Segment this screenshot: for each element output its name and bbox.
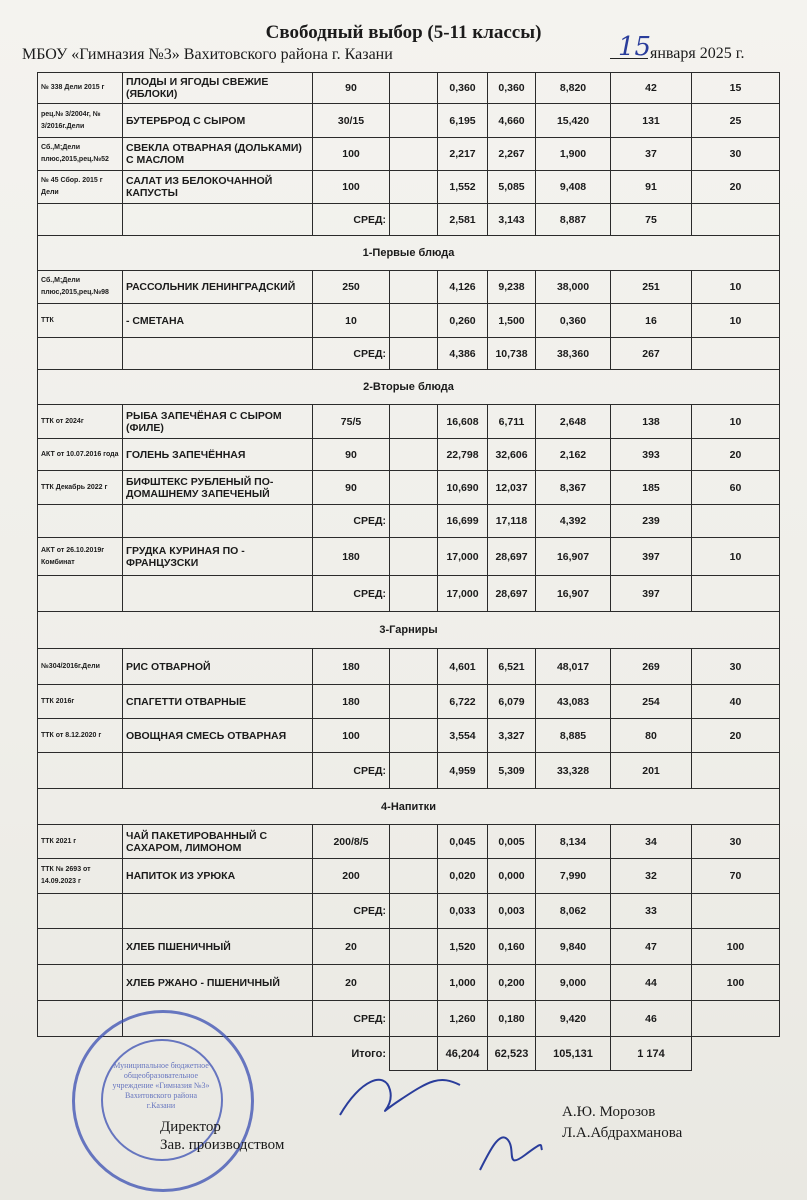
fat-value: 5,085 bbox=[488, 171, 536, 204]
protein-value: 4,601 bbox=[438, 649, 488, 685]
portion-size: 180 bbox=[313, 685, 390, 719]
protein-value: 0,360 bbox=[438, 73, 488, 104]
energy-value: 131 bbox=[611, 104, 692, 138]
protein-value: 17,000 bbox=[438, 538, 488, 576]
last-column-value: 20 bbox=[692, 171, 780, 204]
average-row bbox=[38, 576, 780, 612]
dish-name: ПЛОДЫ И ЯГОДЫ СВЕЖИЕ (ЯБЛОКИ) bbox=[123, 73, 313, 104]
fat-value: 6,711 bbox=[488, 405, 536, 439]
menu-item-row bbox=[38, 73, 780, 104]
dish-name: ОВОЩНАЯ СМЕСЬ ОТВАРНАЯ bbox=[123, 719, 313, 753]
fat-value: 2,267 bbox=[488, 138, 536, 171]
section-header-row bbox=[38, 370, 780, 405]
production-title: Зав. производством bbox=[160, 1137, 285, 1153]
empty-cell bbox=[692, 1037, 780, 1071]
empty-cell bbox=[38, 338, 123, 370]
menu-item-row bbox=[38, 271, 780, 304]
average-label: СРЕД: bbox=[313, 894, 390, 929]
empty-cell bbox=[390, 73, 438, 104]
avg-fat: 0,003 bbox=[488, 894, 536, 929]
avg-energy: 33 bbox=[611, 894, 692, 929]
empty-cell bbox=[390, 1001, 438, 1037]
carb-value: 0,360 bbox=[536, 304, 611, 338]
total-label: Итого: bbox=[38, 1037, 390, 1071]
fat-value: 6,521 bbox=[488, 649, 536, 685]
portion-size: 20 bbox=[313, 929, 390, 965]
empty-cell bbox=[38, 576, 123, 612]
last-column-value: 30 bbox=[692, 649, 780, 685]
official-stamp bbox=[72, 1010, 254, 1192]
avg-energy: 201 bbox=[611, 753, 692, 789]
empty-cell bbox=[390, 505, 438, 538]
dish-name: ЧАЙ ПАКЕТИРОВАННЫЙ С САХАРОМ, ЛИМОНОМ bbox=[123, 825, 313, 859]
fat-value: 6,079 bbox=[488, 685, 536, 719]
last-column-value: 20 bbox=[692, 439, 780, 471]
recipe-reference: ТТК от 8.12.2020 г bbox=[38, 719, 123, 753]
signature-titles bbox=[160, 1118, 284, 1154]
energy-value: 397 bbox=[611, 538, 692, 576]
avg-fat: 0,180 bbox=[488, 1001, 536, 1037]
energy-value: 393 bbox=[611, 439, 692, 471]
last-column-value: 70 bbox=[692, 859, 780, 894]
dish-name: - СМЕТАНА bbox=[123, 304, 313, 338]
recipe-reference: ТТК Декабрь 2022 г bbox=[38, 471, 123, 505]
protein-value: 1,520 bbox=[438, 929, 488, 965]
empty-cell bbox=[390, 104, 438, 138]
last-column-value: 20 bbox=[692, 719, 780, 753]
energy-value: 47 bbox=[611, 929, 692, 965]
section-title: 1-Первые блюда bbox=[38, 236, 780, 271]
menu-item-row bbox=[38, 439, 780, 471]
empty-cell bbox=[390, 929, 438, 965]
empty-cell bbox=[123, 204, 313, 236]
carb-value: 8,367 bbox=[536, 471, 611, 505]
empty-cell bbox=[692, 338, 780, 370]
recipe-reference: № 45 Сбор. 2015 г Дели bbox=[38, 171, 123, 204]
last-column-value: 25 bbox=[692, 104, 780, 138]
last-column-value: 10 bbox=[692, 304, 780, 338]
menu-item-row bbox=[38, 965, 780, 1001]
empty-cell bbox=[123, 753, 313, 789]
energy-value: 37 bbox=[611, 138, 692, 171]
total-fat: 62,523 bbox=[488, 1037, 536, 1071]
fat-value: 0,360 bbox=[488, 73, 536, 104]
dish-name: РИС ОТВАРНОЙ bbox=[123, 649, 313, 685]
protein-value: 22,798 bbox=[438, 439, 488, 471]
dish-name: РЫБА ЗАПЕЧЁНАЯ С СЫРОМ (ФИЛЕ) bbox=[123, 405, 313, 439]
average-label: СРЕД: bbox=[313, 505, 390, 538]
empty-cell bbox=[692, 505, 780, 538]
carb-value: 8,820 bbox=[536, 73, 611, 104]
average-row bbox=[38, 505, 780, 538]
avg-carb: 8,887 bbox=[536, 204, 611, 236]
avg-protein: 0,033 bbox=[438, 894, 488, 929]
empty-cell bbox=[38, 753, 123, 789]
portion-size: 200/8/5 bbox=[313, 825, 390, 859]
portion-size: 180 bbox=[313, 538, 390, 576]
last-column-value: 100 bbox=[692, 929, 780, 965]
menu-item-row bbox=[38, 104, 780, 138]
protein-value: 1,000 bbox=[438, 965, 488, 1001]
fat-value: 32,606 bbox=[488, 439, 536, 471]
carb-value: 15,420 bbox=[536, 104, 611, 138]
empty-cell bbox=[390, 965, 438, 1001]
empty-cell bbox=[692, 894, 780, 929]
average-label: СРЕД: bbox=[313, 1001, 390, 1037]
fat-value: 0,005 bbox=[488, 825, 536, 859]
fat-value: 28,697 bbox=[488, 538, 536, 576]
carb-value: 1,900 bbox=[536, 138, 611, 171]
menu-item-row bbox=[38, 471, 780, 505]
recipe-reference: ТТК от 2024г bbox=[38, 405, 123, 439]
last-column-value: 100 bbox=[692, 965, 780, 1001]
document-date bbox=[610, 32, 800, 64]
avg-protein: 17,000 bbox=[438, 576, 488, 612]
fat-value: 9,238 bbox=[488, 271, 536, 304]
avg-carb: 9,420 bbox=[536, 1001, 611, 1037]
page-title: Свободный выбор (5-11 классы) bbox=[265, 22, 542, 43]
portion-size: 100 bbox=[313, 171, 390, 204]
avg-carb: 16,907 bbox=[536, 576, 611, 612]
signature-names bbox=[562, 1102, 682, 1144]
recipe-reference: рец.№ 3/2004г, № 3/2016г.Дели bbox=[38, 104, 123, 138]
dish-name: ГОЛЕНЬ ЗАПЕЧЁННАЯ bbox=[123, 439, 313, 471]
empty-cell bbox=[123, 505, 313, 538]
carb-value: 8,134 bbox=[536, 825, 611, 859]
fat-value: 0,160 bbox=[488, 929, 536, 965]
energy-value: 34 bbox=[611, 825, 692, 859]
portion-size: 90 bbox=[313, 471, 390, 505]
avg-fat: 28,697 bbox=[488, 576, 536, 612]
recipe-reference: ТТК 2016г bbox=[38, 685, 123, 719]
carb-value: 48,017 bbox=[536, 649, 611, 685]
menu-item-row bbox=[38, 538, 780, 576]
production-signature-icon bbox=[470, 1120, 550, 1180]
portion-size: 10 bbox=[313, 304, 390, 338]
protein-value: 6,722 bbox=[438, 685, 488, 719]
last-column-value: 15 bbox=[692, 73, 780, 104]
director-signature-icon bbox=[330, 1060, 470, 1130]
avg-energy: 239 bbox=[611, 505, 692, 538]
avg-fat: 10,738 bbox=[488, 338, 536, 370]
avg-protein: 2,581 bbox=[438, 204, 488, 236]
total-protein: 46,204 bbox=[438, 1037, 488, 1071]
avg-fat: 17,118 bbox=[488, 505, 536, 538]
empty-cell bbox=[38, 894, 123, 929]
carb-value: 43,083 bbox=[536, 685, 611, 719]
avg-carb: 8,062 bbox=[536, 894, 611, 929]
protein-value: 10,690 bbox=[438, 471, 488, 505]
carb-value: 2,162 bbox=[536, 439, 611, 471]
section-header-row bbox=[38, 789, 780, 825]
average-label: СРЕД: bbox=[313, 204, 390, 236]
menu-table bbox=[37, 72, 780, 1071]
section-title: 3-Гарниры bbox=[38, 612, 780, 649]
empty-cell bbox=[390, 753, 438, 789]
empty-cell bbox=[390, 538, 438, 576]
dish-name: ХЛЕБ ПШЕНИЧНЫЙ bbox=[123, 929, 313, 965]
empty-cell bbox=[38, 204, 123, 236]
portion-size: 250 bbox=[313, 271, 390, 304]
avg-carb: 38,360 bbox=[536, 338, 611, 370]
last-column-value: 30 bbox=[692, 138, 780, 171]
dish-name: ГРУДКА КУРИНАЯ ПО - ФРАНЦУЗСКИ bbox=[123, 538, 313, 576]
last-column-value: 60 bbox=[692, 471, 780, 505]
fat-value: 3,327 bbox=[488, 719, 536, 753]
fat-value: 4,660 bbox=[488, 104, 536, 138]
section-header-row bbox=[38, 612, 780, 649]
fat-value: 0,200 bbox=[488, 965, 536, 1001]
recipe-reference: Сб.,М;Дели плюс,2015,рец.№52 bbox=[38, 138, 123, 171]
menu-item-row bbox=[38, 138, 780, 171]
section-title: 2-Вторые блюда bbox=[38, 370, 780, 405]
last-column-value: 40 bbox=[692, 685, 780, 719]
energy-value: 32 bbox=[611, 859, 692, 894]
dish-name: БУТЕРБРОД С СЫРОМ bbox=[123, 104, 313, 138]
last-column-value: 10 bbox=[692, 271, 780, 304]
fat-value: 0,000 bbox=[488, 859, 536, 894]
recipe-reference: ТТК 2021 г bbox=[38, 825, 123, 859]
energy-value: 185 bbox=[611, 471, 692, 505]
last-column-value: 10 bbox=[692, 538, 780, 576]
empty-cell bbox=[123, 894, 313, 929]
energy-value: 138 bbox=[611, 405, 692, 439]
empty-cell bbox=[390, 405, 438, 439]
energy-value: 80 bbox=[611, 719, 692, 753]
recipe-reference: №304/2016г.Дели bbox=[38, 649, 123, 685]
menu-item-row bbox=[38, 405, 780, 439]
portion-size: 30/15 bbox=[313, 104, 390, 138]
avg-carb: 4,392 bbox=[536, 505, 611, 538]
empty-cell bbox=[390, 894, 438, 929]
carb-value: 2,648 bbox=[536, 405, 611, 439]
recipe-reference bbox=[38, 929, 123, 965]
menu-item-row bbox=[38, 719, 780, 753]
protein-value: 16,608 bbox=[438, 405, 488, 439]
recipe-reference: АКТ от 26.10.2019г Комбинат bbox=[38, 538, 123, 576]
empty-cell bbox=[123, 576, 313, 612]
energy-value: 269 bbox=[611, 649, 692, 685]
dish-name: РАССОЛЬНИК ЛЕНИНГРАДСКИЙ bbox=[123, 271, 313, 304]
school-name: МБОУ «Гимназия №3» Вахитовского района г. Казани bbox=[22, 46, 393, 63]
empty-cell bbox=[390, 825, 438, 859]
protein-value: 6,195 bbox=[438, 104, 488, 138]
empty-cell bbox=[692, 753, 780, 789]
portion-size: 90 bbox=[313, 73, 390, 104]
carb-value: 7,990 bbox=[536, 859, 611, 894]
protein-value: 4,126 bbox=[438, 271, 488, 304]
energy-value: 42 bbox=[611, 73, 692, 104]
empty-cell bbox=[390, 204, 438, 236]
date-month-year: января 2025 г. bbox=[650, 45, 745, 62]
recipe-reference: Сб.,М;Дели плюс,2015,рец.№98 bbox=[38, 271, 123, 304]
avg-energy: 75 bbox=[611, 204, 692, 236]
empty-cell bbox=[692, 1001, 780, 1037]
empty-cell bbox=[38, 505, 123, 538]
stamp-text: Муниципальное бюджетное общеобразовательное учреждение «Гимназия №3» Вахитовского района г.Казани bbox=[112, 1061, 210, 1110]
empty-cell bbox=[390, 271, 438, 304]
director-title: Директор bbox=[160, 1119, 221, 1135]
empty-cell bbox=[390, 338, 438, 370]
energy-value: 251 bbox=[611, 271, 692, 304]
last-column-value: 30 bbox=[692, 825, 780, 859]
director-name: А.Ю. Морозов bbox=[562, 1104, 656, 1120]
menu-item-row bbox=[38, 304, 780, 338]
average-row bbox=[38, 204, 780, 236]
dish-name: БИФШТЕКС РУБЛЕНЫЙ ПО-ДОМАШНЕМУ ЗАПЕЧЕНЫЙ bbox=[123, 471, 313, 505]
avg-protein: 16,699 bbox=[438, 505, 488, 538]
recipe-reference: АКТ от 10.07.2016 года bbox=[38, 439, 123, 471]
empty-cell bbox=[390, 685, 438, 719]
average-label: СРЕД: bbox=[313, 753, 390, 789]
portion-size: 20 bbox=[313, 965, 390, 1001]
empty-cell bbox=[692, 204, 780, 236]
empty-cell bbox=[123, 338, 313, 370]
total-energy: 1 174 bbox=[611, 1037, 692, 1071]
menu-item-row bbox=[38, 649, 780, 685]
last-column-value: 10 bbox=[692, 405, 780, 439]
fat-value: 12,037 bbox=[488, 471, 536, 505]
carb-value: 9,840 bbox=[536, 929, 611, 965]
portion-size: 90 bbox=[313, 439, 390, 471]
recipe-reference bbox=[38, 965, 123, 1001]
avg-carb: 33,328 bbox=[536, 753, 611, 789]
portion-size: 100 bbox=[313, 719, 390, 753]
average-label: СРЕД: bbox=[313, 576, 390, 612]
portion-size: 180 bbox=[313, 649, 390, 685]
section-header-row bbox=[38, 236, 780, 271]
menu-item-row bbox=[38, 685, 780, 719]
dish-name: НАПИТОК ИЗ УРЮКА bbox=[123, 859, 313, 894]
energy-value: 44 bbox=[611, 965, 692, 1001]
empty-cell bbox=[390, 439, 438, 471]
date-day: 15 bbox=[618, 32, 652, 62]
date-underline bbox=[610, 58, 648, 59]
energy-value: 16 bbox=[611, 304, 692, 338]
carb-value: 8,885 bbox=[536, 719, 611, 753]
protein-value: 3,554 bbox=[438, 719, 488, 753]
fat-value: 1,500 bbox=[488, 304, 536, 338]
empty-cell bbox=[390, 576, 438, 612]
energy-value: 91 bbox=[611, 171, 692, 204]
recipe-reference: № 338 Дели 2015 г bbox=[38, 73, 123, 104]
dish-name: СВЕКЛА ОТВАРНАЯ (ДОЛЬКАМИ) С МАСЛОМ bbox=[123, 138, 313, 171]
menu-item-row bbox=[38, 171, 780, 204]
average-row bbox=[38, 894, 780, 929]
recipe-reference: ТТК bbox=[38, 304, 123, 338]
carb-value: 38,000 bbox=[536, 271, 611, 304]
average-row bbox=[38, 753, 780, 789]
avg-protein: 1,260 bbox=[438, 1001, 488, 1037]
empty-cell bbox=[390, 859, 438, 894]
protein-value: 1,552 bbox=[438, 171, 488, 204]
protein-value: 0,260 bbox=[438, 304, 488, 338]
menu-item-row bbox=[38, 929, 780, 965]
portion-size: 200 bbox=[313, 859, 390, 894]
avg-protein: 4,959 bbox=[438, 753, 488, 789]
total-carb: 105,131 bbox=[536, 1037, 611, 1071]
dish-name: СПАГЕТТИ ОТВАРНЫЕ bbox=[123, 685, 313, 719]
carb-value: 16,907 bbox=[536, 538, 611, 576]
average-row bbox=[38, 338, 780, 370]
avg-energy: 397 bbox=[611, 576, 692, 612]
avg-fat: 5,309 bbox=[488, 753, 536, 789]
empty-cell bbox=[390, 649, 438, 685]
protein-value: 2,217 bbox=[438, 138, 488, 171]
menu-item-row bbox=[38, 859, 780, 894]
dish-name: САЛАТ ИЗ БЕЛОКОЧАННОЙ КАПУСТЫ bbox=[123, 171, 313, 204]
empty-cell bbox=[390, 304, 438, 338]
avg-energy: 46 bbox=[611, 1001, 692, 1037]
empty-cell bbox=[692, 576, 780, 612]
avg-fat: 3,143 bbox=[488, 204, 536, 236]
dish-name: ХЛЕБ РЖАНО - ПШЕНИЧНЫЙ bbox=[123, 965, 313, 1001]
protein-value: 0,020 bbox=[438, 859, 488, 894]
carb-value: 9,408 bbox=[536, 171, 611, 204]
portion-size: 100 bbox=[313, 138, 390, 171]
portion-size: 75/5 bbox=[313, 405, 390, 439]
average-label: СРЕД: bbox=[313, 338, 390, 370]
section-title: 4-Напитки bbox=[38, 789, 780, 825]
empty-cell bbox=[390, 138, 438, 171]
empty-cell bbox=[390, 719, 438, 753]
carb-value: 9,000 bbox=[536, 965, 611, 1001]
energy-value: 254 bbox=[611, 685, 692, 719]
recipe-reference: ТТК № 2693 от 14.09.2023 г bbox=[38, 859, 123, 894]
empty-cell bbox=[390, 171, 438, 204]
menu-item-row bbox=[38, 825, 780, 859]
protein-value: 0,045 bbox=[438, 825, 488, 859]
avg-energy: 267 bbox=[611, 338, 692, 370]
production-name: Л.А.Абдрахманова bbox=[562, 1125, 683, 1141]
avg-protein: 4,386 bbox=[438, 338, 488, 370]
empty-cell bbox=[390, 471, 438, 505]
